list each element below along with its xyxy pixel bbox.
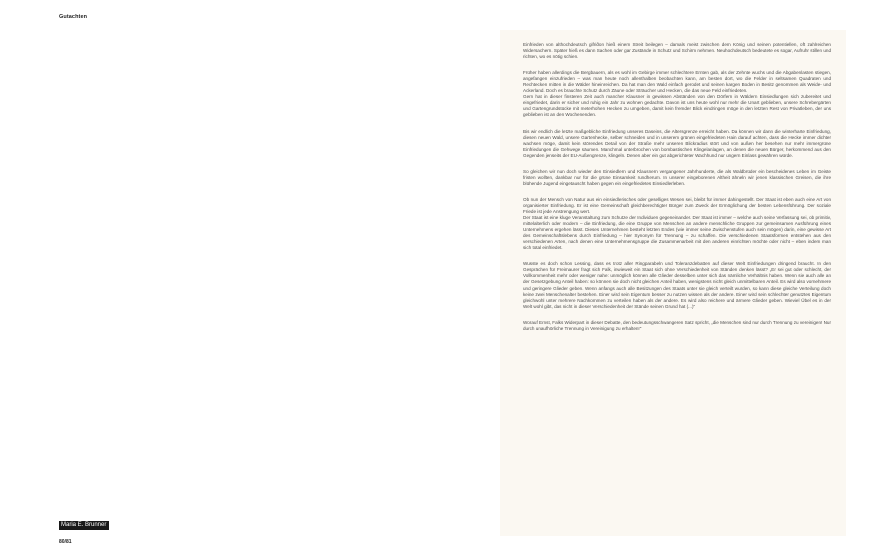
right-page bbox=[500, 30, 846, 536]
paragraph: So gleichen wir nun doch wieder den Einsiedlern und Klausnern vergangener Jahrhunderte, die als Waldbrüder ein bescheidenes Leben im Geiste fristen wollten, dankbar nur für die grüne Einsamkeit rundherum. In unserer eingeborenen Altheit ähneln wir jenen klassischen Greisen, die ihre blühende Jugend eingetauscht haben gegen ein eingefriedetes Einsiedlerleben. bbox=[523, 168, 831, 186]
paragraph: Gern hat in dieser finsteren Zeit auch mancher Klausner in gewissen Abständen von den Dörfern in Wäldern Einsiedlungen sich zubereitet und eingefriedet, darin er sicher und ruhig ein Jahr zu wohnen gedachte. Davon ist uns heute wohl nur mehr die Unart geblieben, unsere Schrebergärten und Gartengrundstücke mit meterhohen Hecken zu umgeben, damit kein fremder Blick eindringen möge in den letzten Rest von Privatleben, der uns geblieben ist an den Wochenenden. bbox=[523, 94, 831, 118]
paragraph: Der Staat ist eine kluge Veranstaltung zum Schutze der Individuen gegeneinander. Der Staat ist immer – welche auch seine Verfassung sei, ob primitiv, mittelalterlich oder modern – die Einfriedung, die eine Gruppe von Menschen an andere menschliche Gruppen zur gemeinsamen Ausführung eines Unternehmens ergehen lässt. Dieses Unternehmen besteht letzten Endes (wie immer seine Zwischenstufen auch sein mögen) darin, eine gewisse Art des Gemeinschaftslebens durch Einfriedung – hier Synonym für Trennung – zu schaffen. Die verschiedenen Staatsformen entstehen aus den verschiedenen Arten, nach denen eine Unternehmensgruppe die Zusammenarbeit mit den anderen einrichten möchte oder nicht – eben indem man sich total einfriedet. bbox=[523, 215, 831, 251]
paragraph: Wusste es doch schon Lessing, dass es trotz aller Ringparabeln und Toleranzdebatten auf dieser Welt Einfriedungen dringend braucht. In den Gesprächen für Freimaurer fragt sich Falk, inwieweit ein Staat sich ohne Verschiedenheit von Ständen denken lässt? „Er sei gut oder schlecht, der Vollkommenheit mehr oder weniger nahe: unmöglich können alle Glieder desselben unter sich das nämliche Verhältnis haben. Wenn sie auch alle an der Gesetzgebung Anteil haben: so können sie doch nicht gleichen Anteil haben, wenigstens nicht gleich unmittelbaren Anteil. Es wird also vornehmere und geringere Glieder geben. Wenn anfangs auch alle Besitzungen des Staats unter sie gleich verteilt wurden, so kann diese gleiche Verteilung doch keine zwei Menschenalter bestehen. Einer wird sein Eigentum besser zu nutzen wissen als der andere. Einer wird sein schlechter genutztes Eigentum gleichwohl unter mehrere Nachkommen zu verteilen haben als der andere. Es wird also reichere und ärmere Glieder geben. Wieviel Übel es in der Welt wohl gibt, das nicht in dieser Verschiedenheit der Stände seinen Grund hat (...)" bbox=[523, 261, 831, 309]
paragraph: Worauf Ernst, Falks Widerpart in dieser Debatte, den bedeutungsschwangeren Satz spricht, „die Menschen sind nur durch Trennung zu vereinigen! Nur durch unaufhörliche Trennung in Vereinigung zu erhalten!" bbox=[523, 319, 831, 331]
paragraph: Ob nun der Mensch von Natur aus ein einsiedlerisches oder geselliges Wesen sei, bleibt für immer dahingestellt. Der Staat ist eben auch eine Art von organisierter Einfriedung. Er ist eine Gemeinschaft gleichberechtigter Bürger zum Zweck der Ermöglichung der besten Lebensführung. Der soziale Friede ist jede Anstrengung wert. bbox=[523, 196, 831, 214]
article-body bbox=[523, 42, 831, 332]
author-tag: Maria E. Brunner bbox=[59, 521, 109, 530]
paragraph: Bis wir endlich die letzte maßgebliche Einfriedung unseres Daseins, die Altersgrenze erreicht haben. Da können wir dann die winterharte Einfriedung, diesen neuen Wald, unsere Gartenhecke, selber schneiden und in unserem grünen eingefriedeten Hain darauf achten, dass die Hecke immer dichter wachsen möge, damit kein störendes Detail von der Straße mehr unseren Blickradius stört und von außen her besehen nur mehr immergrüne Einfriedungen die Gehwege säumen. Manchmal unterbrochen von bombastischen Klingelanlagen, an denen die neuen Bürger, herkommend aus den Gegenden jenseits der EU-Außengrenze, klingeln. Denen aber ein gut abgerichteter Wachhund nur ungern Einlass gewähren würde. bbox=[523, 128, 831, 158]
page-numbers: 80/81 bbox=[59, 539, 72, 545]
paragraph: Früher haben allerdings die Bergbauern, als es wohl im Gebirge immer schlechtere Ernten gab, als der Zehnte wuchs und die Abgabenlasten stiegen, angefangen einzufrieden – was man heute noch allenthalben beobachten kann, am besten dort, wo die Felder in seltsamen Quadraten und Rechtecken mitten in die Wälder hineinreichen. Da hat man den Wald einfach gerodet und seinen kargen Boden in Besitz genommen als Weide- und Ackerland. Doch es brauchte Schutz durch Zäune oder Sträucher und Hecken, die das neue Feld einfriedeten. bbox=[523, 70, 831, 94]
paragraph: Einfrieden von althochdeutsch gifriðon hieß einem Streit beilegen – damals meist zwischen dem König und seinen potentiellen, oft zahlreichen Widersachern. Später hieß es dann Sachen oder gar Zustände in Schutz und Schirm nehmen. Neuhochdeutsch bedeutete es sogar, Aufruhr stillen und richten, wo es nötig schien. bbox=[523, 42, 831, 60]
section-label: Gutachten bbox=[59, 14, 88, 20]
